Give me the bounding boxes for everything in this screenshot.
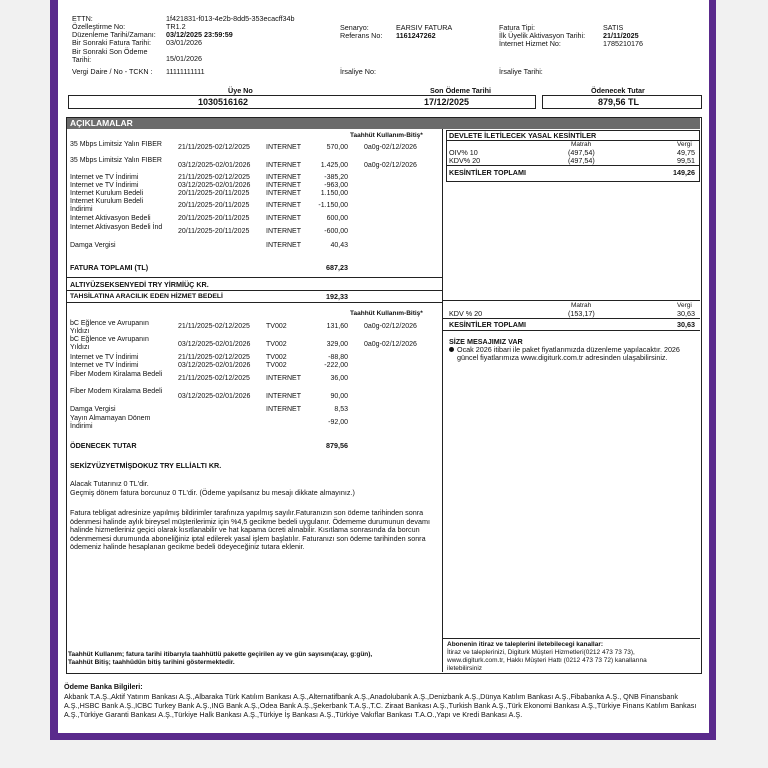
row-type: INTERNET	[266, 242, 301, 249]
divider	[442, 330, 700, 331]
row-desc: Damga Vergisi	[70, 242, 116, 249]
senaryo-value: EARSIV FATURA	[396, 23, 453, 32]
kesinti-toplam-label: KESİNTİLER TOPLAMI	[449, 168, 526, 177]
invoice-page	[58, 0, 709, 733]
ettn-value: 1f421831-f013-4e2b-8dd5-353ecacff34b	[166, 14, 295, 23]
table-row	[70, 157, 440, 169]
row-date: 21/11/2025-02/12/2025	[178, 375, 250, 382]
senaryo-label: Senaryo:	[340, 23, 369, 32]
divider	[67, 290, 442, 291]
irsaliye-no-label: İrsaliye No:	[340, 67, 376, 76]
fatura-tipi-label: Fatura Tipi:	[499, 23, 535, 32]
row-date: 21/11/2025-02/12/2025	[178, 144, 250, 151]
uye-no-value: 1030516162	[198, 97, 249, 107]
row-desc: Internet Aktivasyon Bedeli	[70, 215, 151, 222]
uye-no-label: Üye No	[228, 86, 253, 95]
row-amount: -963,00	[324, 182, 348, 189]
divider	[442, 318, 700, 319]
vergi-row-name: KDV% 20	[449, 156, 481, 165]
row-date: 20/11/2025-20/11/2025	[178, 190, 250, 197]
odenecek-tutar-label: ÖDENECEK TUTAR	[70, 441, 137, 450]
row-amount: -600,00	[324, 228, 348, 235]
row-amount: -385,20	[324, 174, 348, 181]
row-date: 03/12/2025-02/01/2026	[178, 362, 251, 369]
table-row	[70, 320, 440, 335]
itiraz-title: Abonenin itiraz ve taleplerini iletebilecegi kanallar:	[447, 641, 604, 648]
vergi-title: DEVLETE İLETİLECEK YASAL KESİNTİLER	[449, 131, 597, 140]
divider	[447, 165, 699, 166]
size-mesaj-text: Ocak 2026 itibari ile paket fiyatlarımızda düzenleme yapılacaktır. 2026 güncel fiyatlarımıza www.digiturk.com.tr adresinden ulaşabilirsiniz.	[457, 345, 680, 362]
row-type: INTERNET	[266, 174, 301, 181]
header-label-duzenleme: Düzenleme Tarihi/Zamanı:	[72, 30, 156, 39]
odenecek-value: 879,56 TL	[598, 97, 640, 107]
header-label-vergi: Vergi Daire / No - TCKN :	[72, 67, 153, 76]
table-row	[70, 415, 440, 430]
row-amount: 90,00	[330, 393, 348, 400]
row-type: INTERNET	[266, 190, 301, 197]
row-type: TV002	[266, 323, 287, 330]
size-mesaj-title: SİZE MESAJIMIZ VAR	[449, 337, 523, 346]
aciklamalar-header: AÇIKLAMALAR	[67, 118, 700, 129]
bilgi-paragraf: Fatura tebligat adresinize yapılmış bildirimler tarafınıza yapılmış sayılır.Faturanızın son ödeme tarihinden sonra ödenmesi halinde aylık bireysel müşterilerimiz için %4,5 gecikme bedeli uygulanır. Ödememe durumunun devamı halinde hizmetleriniz geçici olarak kısıtlanabilir ve hat kapama ücreti alınabilir. Kısıtlama sonrasında da borcun ödenmemesi durumunda aboneliğiniz iptal edilerek yasal işlem başlatılır. Faturanızı son ödeme tarihinden sonra ödemeniz halinde hesaplanan gecikme bedeli ödeyeceğiniz tutara eklenir.	[70, 508, 430, 551]
divider	[67, 277, 442, 278]
row-desc: Internet Aktivasyon Bedeli İnd	[70, 224, 163, 231]
gecmis-text: Geçmiş dönem fatura borcunuz 0 TL'dir. (Ödeme yapılsanız bu mesajı dikkate almayınız.)	[70, 488, 355, 497]
row-date: 03/12/2025-02/01/2026	[178, 341, 251, 348]
row-date: 03/12/2025-02/01/2026	[178, 182, 251, 189]
row-desc: Fiber Modem Kiralama Bedeli	[70, 371, 163, 378]
vergi-row-vergi: 99,51	[677, 156, 695, 165]
alacak-text: Alacak Tutarınız 0 TL'dir.	[70, 479, 149, 488]
row-amount: 8,53	[334, 406, 348, 413]
row-type: INTERNET	[266, 162, 301, 169]
row-type: TV002	[266, 362, 287, 369]
referans-value: 1161247262	[396, 31, 436, 40]
fatura-tipi-value: SATIS	[603, 23, 624, 32]
row-date: 20/11/2025-20/11/2025	[178, 228, 250, 235]
footnote-2: Taahhüt Bitiş; taahhüdün bitiş tarihini göstermektedir.	[68, 659, 235, 666]
items-table-1	[70, 141, 440, 261]
row-desc: Internet Kurulum Bedeli	[70, 190, 144, 197]
row-taahhut: 0a0g-02/12/2026	[364, 341, 417, 348]
row-date: 03/12/2025-02/01/2026	[178, 162, 251, 169]
row-type: INTERNET	[266, 406, 301, 413]
row-amount: -1.150,00	[318, 202, 348, 209]
fatura-toplami-label: FATURA TOPLAMI (TL)	[70, 263, 149, 272]
taahhut-header-1: Taahhüt Kullanım-Bitiş*	[350, 132, 423, 139]
divider	[67, 302, 442, 303]
vergi-row-matrah: (497,54)	[568, 156, 595, 165]
kdv2-vergi: 30,63	[677, 309, 695, 318]
row-type: INTERNET	[266, 182, 301, 189]
table-row	[70, 388, 440, 400]
row-amount: 600,00	[326, 215, 348, 222]
row-taahhut: 0a0g-02/12/2026	[364, 162, 417, 169]
row-amount: 329,00	[326, 341, 348, 348]
son-odeme-label: Son Ödeme Tarihi	[430, 86, 491, 95]
row-date: 21/11/2025-02/12/2025	[178, 354, 250, 361]
row-amount: 131,60	[326, 323, 348, 330]
row-desc: Internet ve TV İndirimi	[70, 182, 139, 189]
sonraki-odeme-value: 15/01/2026	[166, 54, 202, 63]
row-desc: Internet ve TV İndirimi	[70, 354, 139, 361]
table-row	[70, 198, 440, 213]
row-desc: bC Eğlence ve Avrupanın Yıldızı	[70, 320, 149, 335]
son-odeme-value: 17/12/2025	[424, 97, 470, 107]
kesinti-toplam2-value: 30,63	[677, 320, 695, 329]
divider	[442, 638, 700, 639]
header-label-ettn: ETTN:	[72, 14, 93, 23]
row-desc: bC Eğlence ve Avrupanın Yıldızı	[70, 336, 149, 351]
column-divider	[442, 129, 443, 672]
irsaliye-tarihi-label: İrsaliye Tarihi:	[499, 67, 543, 76]
row-type: INTERNET	[266, 393, 301, 400]
vergi-header-2: Vergi	[677, 302, 692, 309]
row-type: INTERNET	[266, 144, 301, 151]
row-date: 21/11/2025-02/12/2025	[178, 323, 250, 330]
tahsilat-label: TAHSİLATINA ARACILIK EDEN HİZMET BEDELİ	[70, 293, 223, 300]
row-type: INTERNET	[266, 375, 301, 382]
table-row	[70, 242, 440, 254]
row-desc: Internet Kurulum Bedeli İndirimi	[70, 198, 144, 213]
row-taahhut: 0a0g-02/12/2026	[364, 323, 417, 330]
row-amount: 36,00	[330, 375, 348, 382]
banka-title: Ödeme Banka Bilgileri:	[64, 682, 143, 691]
footnote-1: Taahhüt Kullanım; fatura tarihi itibarıyla taahhütlü pakette geçirilen ay ve gün sayısını(a:ay, g:gün),	[68, 651, 373, 658]
row-type: TV002	[266, 354, 287, 361]
vergi-row-matrah: (497,54)	[568, 148, 595, 157]
bullet-icon	[449, 347, 454, 352]
row-desc: Yayın Almamayan Dönem İndirimi	[70, 415, 151, 430]
vergi-no-value: 11111111111	[166, 67, 205, 76]
banka-text: Akbank T.A.Ş.,Aktif Yatırım Bankası A.Ş.,Albaraka Türk Katılım Bankası A.Ş.,Alternatifbank A.Ş.,Anadolubank A.Ş.,Denizbank A.Ş.,Dünya Katılım Bankası A.Ş.,Fibabanka A.Ş., QNB Finansbank A.Ş.,HSBC Bank A.Ş.,ICBC Turkey Bank A.Ş.,ING Bank A.Ş.,Odea Bank A.Ş.,Şekerbank T.A.Ş.,T.C. Ziraat Bankası A.Ş.,Turkish Bank A.Ş.,Türk Ekonomi Bankası A.Ş.,Türkiye Finans Katılım Bankası A.Ş.,Türkiye Garanti Bankası A.Ş.,Türkiye Halk Bankası A.Ş.,Türkiye İş Bankası A.Ş.,Türkiye Vakıflar Bankası T.A.O.,Yapı ve Kredi Bankası A.Ş.	[64, 692, 697, 719]
row-desc: Damga Vergisi	[70, 406, 116, 413]
internet-hizmet-label: İnternet Hizmet No:	[499, 39, 561, 48]
row-amount: -92,00	[328, 419, 348, 426]
row-amount: -222,00	[324, 362, 348, 369]
kdv2-matrah: (153,17)	[568, 309, 595, 318]
row-desc: 35 Mbps Limitsiz Yalın FIBER	[70, 157, 162, 164]
row-desc: Fiber Modem Kiralama Bedeli	[70, 388, 163, 395]
header-label-sonraki-fatura: Bir Sonraki Fatura Tarihi:	[72, 38, 151, 47]
row-date: 20/11/2025-20/11/2025	[178, 215, 250, 222]
kdv2-name: KDV % 20	[449, 309, 483, 318]
header-label-sonraki-odeme: Bir Sonraki Son Ödeme Tarihi:	[72, 47, 148, 64]
table-row	[70, 141, 440, 153]
row-amount: 40,43	[330, 242, 348, 249]
ozellestirme-value: TR1.2	[166, 22, 186, 31]
table-row	[70, 336, 440, 351]
row-date: 21/11/2025-02/12/2025	[178, 174, 250, 181]
divider	[442, 300, 700, 301]
yazi-ile-2: SEKİZYÜZYETMİŞDOKUZ TRY ELLİALTI KR.	[70, 461, 222, 470]
yazi-ile-1: ALTIYÜZSEKSENYEDİ TRY YİRMİÜÇ KR.	[70, 280, 209, 289]
ilk-uyelik-value: 21/11/2025	[603, 31, 639, 40]
row-date: 20/11/2025-20/11/2025	[178, 202, 250, 209]
tahsilat-value: 192,33	[326, 292, 348, 301]
row-type: INTERNET	[266, 215, 301, 222]
itiraz-text: İtiraz ve taleplerinizi, Digiturk Müşteri Hizmetleri(0212 473 73 73), www.digiturk.com.tr, Hakkı Müşteri Hattı (0212 473 73 72) kanallarına iletebilirsiniz	[447, 649, 647, 672]
kesinti-toplam-value: 149,26	[673, 168, 695, 177]
row-taahhut: 0a0g-02/12/2026	[364, 144, 417, 151]
row-desc: 35 Mbps Limitsiz Yalın FIBER	[70, 141, 162, 148]
row-type: TV002	[266, 341, 287, 348]
odenecek-tutar-value: 879,56	[326, 441, 348, 450]
internet-hizmet-value: 1785210176	[603, 39, 643, 48]
row-desc: Internet ve TV İndirimi	[70, 362, 139, 369]
vergi-row-vergi: 49,75	[677, 148, 695, 157]
matrah-header-2: Matrah	[571, 302, 592, 309]
items-table-2	[70, 320, 440, 435]
odenecek-label: Ödenecek Tutar	[591, 86, 645, 95]
taahhut-header-2: Taahhüt Kullanım-Bitiş*	[350, 310, 423, 317]
ilk-uyelik-label: İlk Üyelik Aktivasyon Tarihi:	[499, 31, 586, 40]
row-amount: 1.150,00	[320, 190, 348, 197]
vergi-row-name: OIV% 10	[449, 148, 478, 157]
row-desc: Internet ve TV İndirimi	[70, 174, 139, 181]
duzenleme-value: 03/12/2025 23:59:59	[166, 30, 233, 39]
row-amount: 1.425,00	[320, 162, 348, 169]
sonraki-fatura-value: 03/01/2026	[166, 38, 202, 47]
fatura-toplami-value: 687,23	[326, 263, 348, 272]
kesinti-toplam2-label: KESİNTİLER TOPLAMI	[449, 320, 526, 329]
referans-label: Referans No:	[340, 31, 383, 40]
row-amount: 570,00	[326, 144, 348, 151]
row-type: INTERNET	[266, 202, 301, 209]
row-date: 03/12/2025-02/01/2026	[178, 393, 251, 400]
row-type: INTERNET	[266, 228, 301, 235]
vergi-header: Vergi	[677, 141, 692, 148]
table-row	[70, 224, 440, 236]
table-row	[70, 371, 440, 383]
header-label-ozel: Özelleştirme No:	[72, 22, 126, 31]
matrah-header: Matrah	[571, 141, 592, 148]
row-amount: -88,80	[328, 354, 348, 361]
